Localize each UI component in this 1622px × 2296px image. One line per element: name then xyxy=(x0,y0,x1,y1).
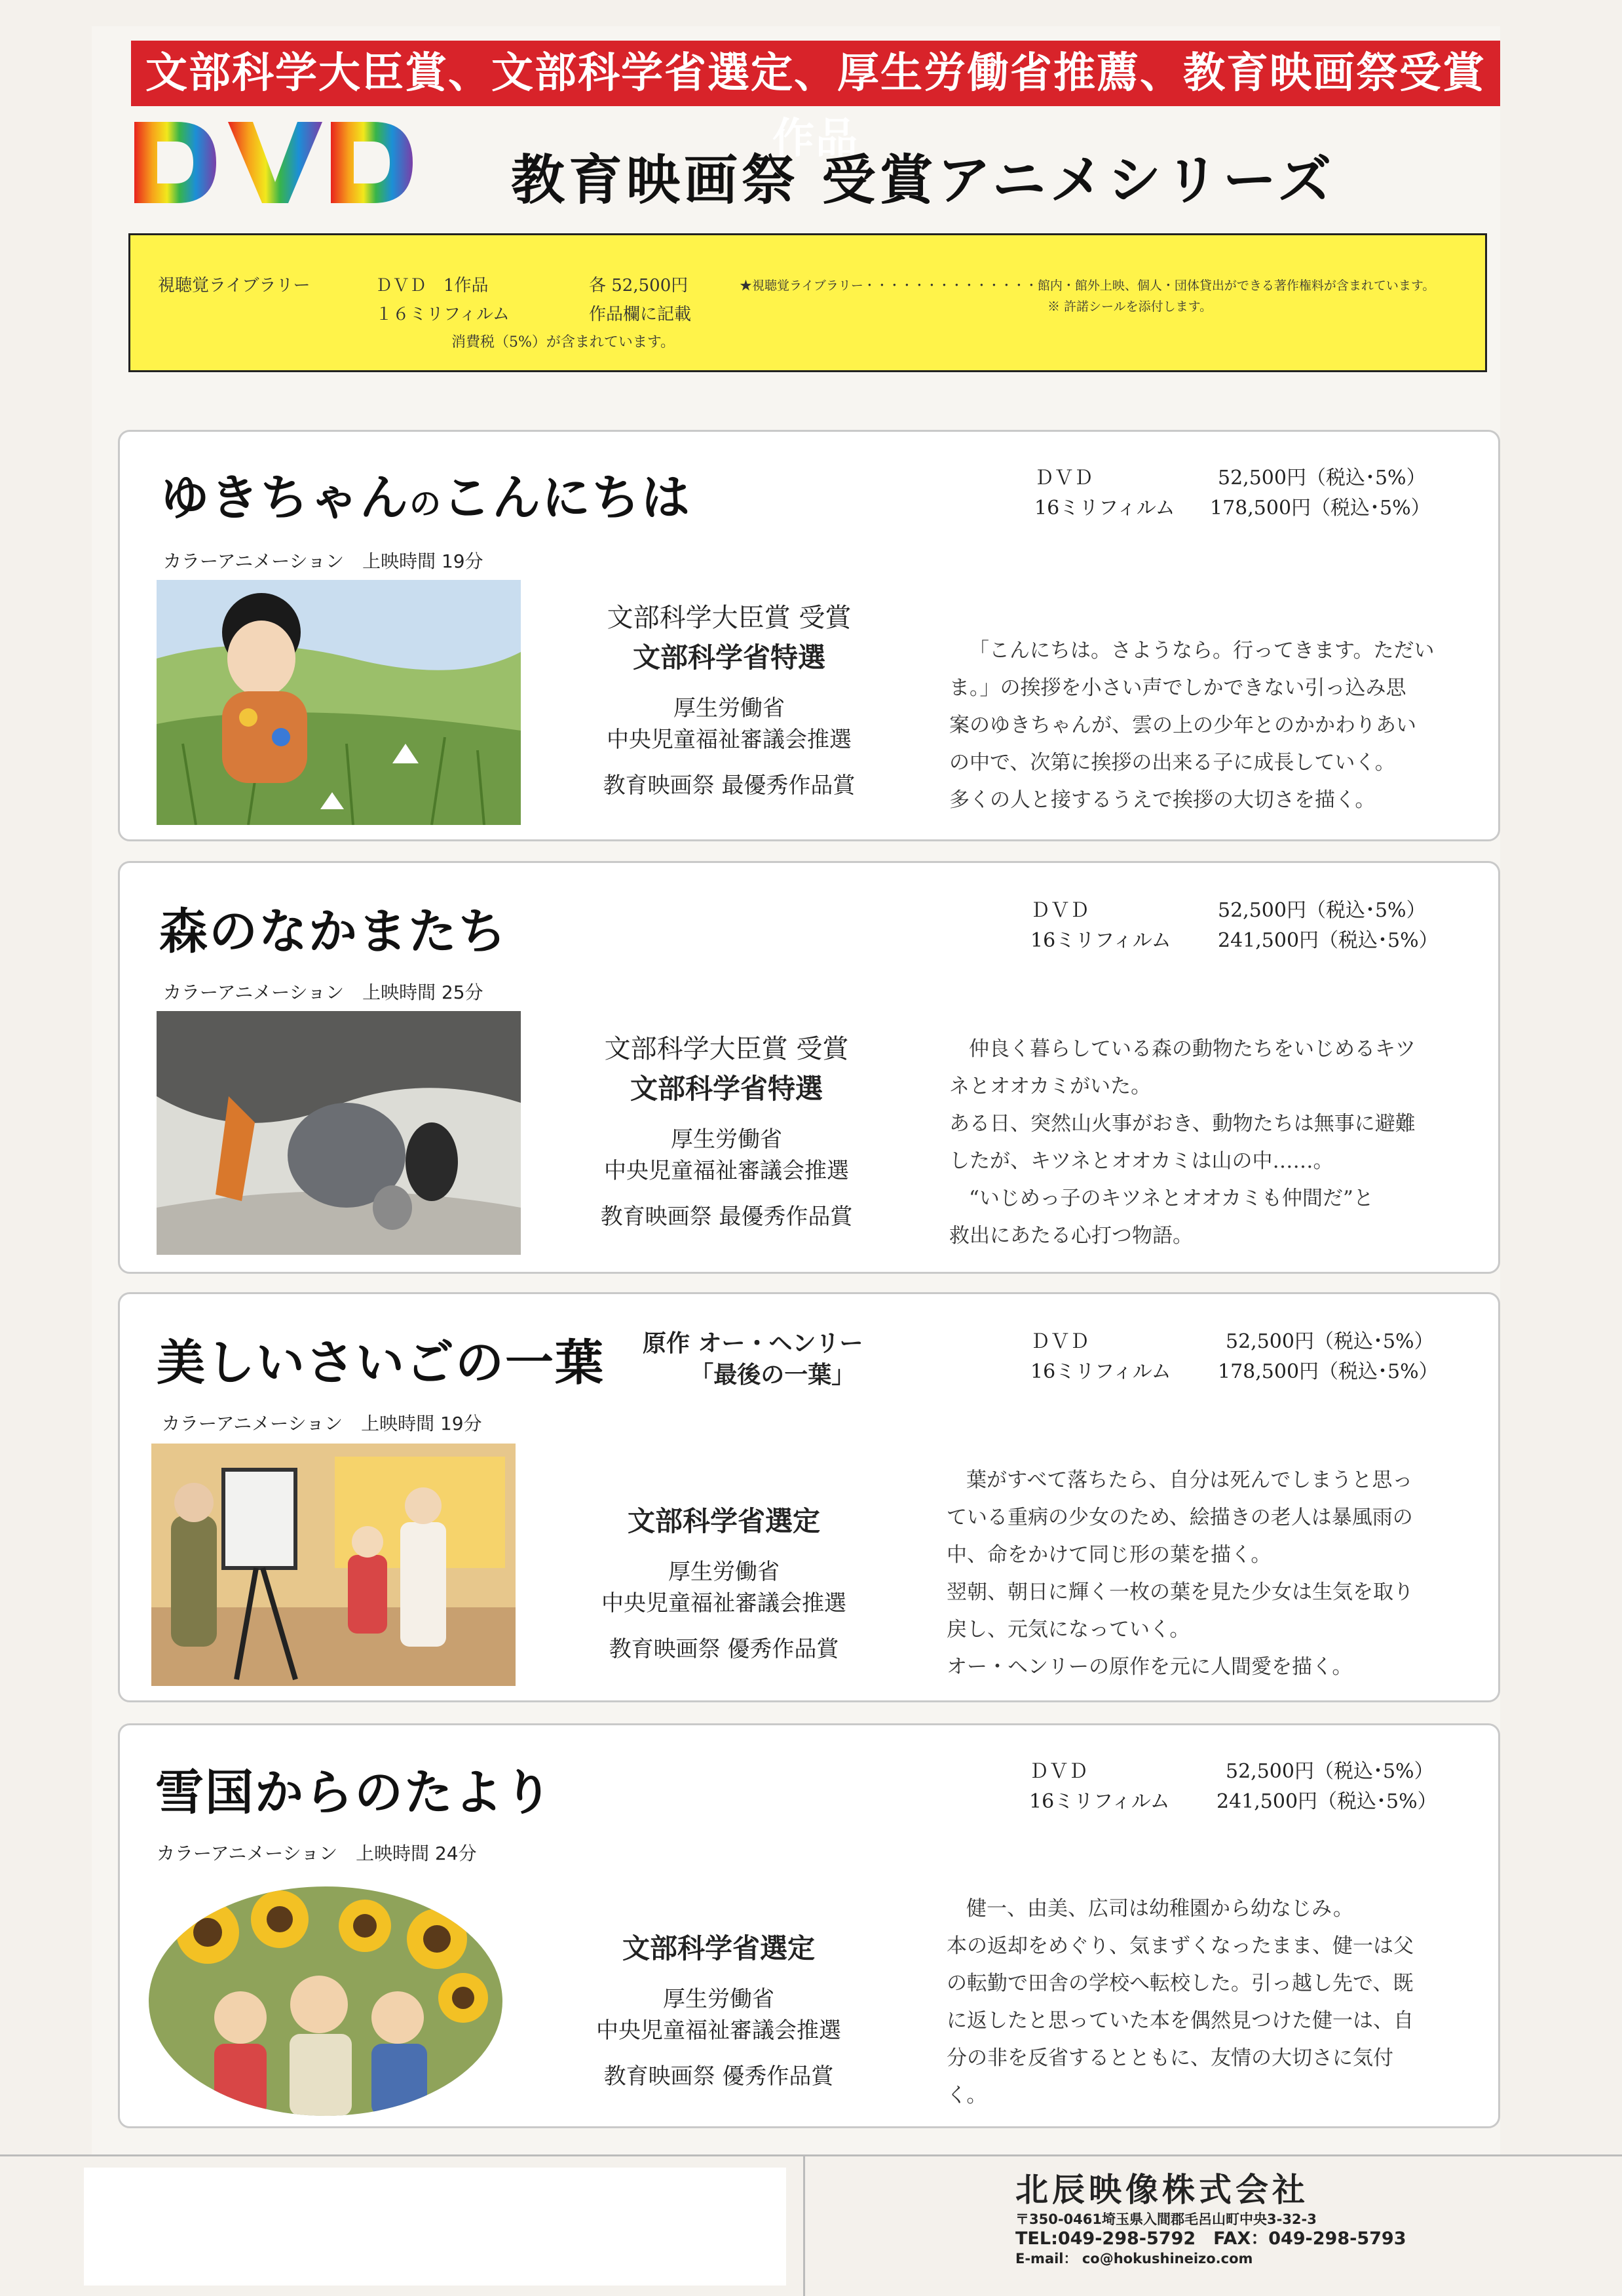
film-price: 178,500円（税込･5%） xyxy=(1210,497,1431,520)
price-block xyxy=(1030,896,1439,956)
synopsis-line: 案のゆきちゃんが、雲の上の少年とのかかわりあい xyxy=(949,714,1416,737)
dvd-price: 各 52,500円 xyxy=(589,276,688,296)
synopsis-line: 翌朝、朝日に輝く一枚の葉を見た少女は生気を取り xyxy=(947,1580,1414,1604)
company-email[interactable]: E-mail： co@hokushineizo.com xyxy=(1015,2251,1253,2267)
award-item: 中央児童福祉審議会推選 xyxy=(601,1590,846,1617)
synopsis-line: ネとオオカミがいた。 xyxy=(949,1075,1152,1098)
work-meta: カラーアニメーション 上映時間 24分 xyxy=(157,1843,477,1864)
award-item: 教育映画祭 優秀作品賞 xyxy=(603,2063,834,2090)
award-item: 厚生労働省 xyxy=(663,1986,774,2012)
dvd-label: ＤＶＤ xyxy=(1034,467,1093,489)
company-address: 〒350-0461埼玉県入間郡毛呂山町中央3-32-3 xyxy=(1015,2211,1317,2227)
film-label: 16ミリフィルム xyxy=(1034,497,1175,520)
dvd-price: 52,500円（税込･5%） xyxy=(1226,1330,1434,1353)
synopsis-line: 戻し、元気になっていく。 xyxy=(947,1618,1190,1641)
original-work xyxy=(643,1328,863,1391)
awards-list xyxy=(542,1928,896,2092)
synopsis-line: ある日、突然山火事がおき、動物たちは無事に避難 xyxy=(949,1112,1416,1136)
awards-list xyxy=(547,1501,901,1665)
film-label: １６ミリフィルム xyxy=(375,305,510,324)
film-label: 16ミリフィルム xyxy=(1030,1360,1171,1383)
synopsis-line: 中、命をかけて同じ形の葉を描く。 xyxy=(947,1543,1272,1567)
work-card-mori xyxy=(118,861,1500,1274)
company-name: 北辰映像株式会社 xyxy=(1015,2171,1309,2209)
award-item: 中央児童福祉審議会推選 xyxy=(604,1158,849,1184)
rights-note: ★視聴覚ライブラリー・・・・・・・・・・・・・・館内・館外上映、個人・団体貸出ができる著作権料が含まれています。 xyxy=(740,278,1435,293)
award-item: 厚生労働省 xyxy=(671,1126,782,1153)
award-item: 文部科学省特選 xyxy=(630,1073,823,1105)
original-label: 原作 オー・ヘンリー xyxy=(643,1330,863,1357)
synopsis-line: に返したと思っていた本を偶然見つけた健一は、自 xyxy=(947,2009,1414,2033)
synopsis-line: 多くの人と接するうえで挨拶の大切さを描く。 xyxy=(949,788,1376,812)
synopsis xyxy=(949,1031,1416,1255)
award-item: 教育映画祭 優秀作品賞 xyxy=(609,1636,839,1662)
dvd-price: 52,500円（税込･5%） xyxy=(1226,1760,1434,1783)
film-price: 241,500円（税込･5%） xyxy=(1216,1790,1437,1813)
synopsis-line: 葉がすべて落ちたら、自分は死んでしまうと思っ xyxy=(966,1468,1413,1492)
library-label: 視聴覚ライブラリー xyxy=(158,276,311,296)
work-meta: カラーアニメーション 上映時間 19分 xyxy=(162,1413,482,1434)
footer-divider xyxy=(0,2154,1622,2156)
award-item: 厚生労働省 xyxy=(668,1559,780,1585)
work-still-image xyxy=(149,1886,502,2116)
work-meta: カラーアニメーション 上映時間 25分 xyxy=(163,982,483,1003)
synopsis-line: の中で、次第に挨拶の出来る子に成長していく。 xyxy=(949,751,1395,775)
synopsis-line: ている重病の少女のため、絵描きの老人は暴風雨の xyxy=(947,1506,1413,1529)
award-item: 教育映画祭 最優秀作品賞 xyxy=(603,773,856,799)
synopsis-line: の転勤で田舎の学校へ転校した。引っ越し先で、既 xyxy=(947,1972,1414,1995)
award-item: 厚生労働省 xyxy=(673,695,785,721)
synopsis xyxy=(947,1890,1414,2114)
synopsis-line: 本の返却をめぐり、気まずくなったまま、健一は父 xyxy=(947,1934,1414,1958)
film-label: 16ミリフィルム xyxy=(1030,929,1171,952)
dvd-label: ＤＶＤ xyxy=(1029,1760,1088,1783)
dvd-label: ＤＶＤ xyxy=(1030,899,1089,922)
dvd-price: 52,500円（税込･5%） xyxy=(1218,899,1426,922)
work-card-yukiguni xyxy=(118,1723,1500,2128)
awards-list xyxy=(552,598,906,801)
synopsis-line: 分の非を反省するとともに、友情の大切さに気付 xyxy=(947,2046,1393,2070)
award-item: 中央児童福祉審議会推選 xyxy=(607,727,852,753)
work-card-ichiyo xyxy=(118,1292,1500,1702)
dvd-label: ＤＶＤ 1作品 xyxy=(375,276,489,296)
original-title: 「最後の一葉」 xyxy=(690,1362,856,1388)
synopsis-line: ま。」の挨拶を小さい声でしかできない引っ込み思 xyxy=(949,676,1406,700)
award-item: 文部科学省選定 xyxy=(627,1505,820,1537)
price-block xyxy=(1034,463,1431,524)
synopsis-line: 仲良く暮らしている森の動物たちをいじめるキツ xyxy=(969,1037,1416,1061)
film-label: 16ミリフィルム xyxy=(1029,1790,1170,1813)
work-title: ゆきちゃんのこんにちは xyxy=(160,470,692,526)
work-title: 雪国からのたより xyxy=(155,1765,554,1821)
synopsis-line: く。 xyxy=(947,2084,987,2107)
dvd-label: ＤＶＤ xyxy=(1030,1330,1089,1353)
work-title: 美しいさいごの一葉 xyxy=(157,1335,605,1391)
footer-vertical-divider xyxy=(803,2156,805,2296)
work-card-yukichan xyxy=(118,430,1500,841)
work-meta: カラーアニメーション 上映時間 19分 xyxy=(163,550,483,572)
tax-note: 消費税（5%）が含まれています。 xyxy=(451,334,675,351)
work-still-image xyxy=(157,1011,521,1255)
work-title: 森のなかまたち xyxy=(159,904,508,960)
synopsis-line: 「こんにちは。さようなら。行ってきます。ただい xyxy=(969,639,1435,662)
award-item: 文部科学省特選 xyxy=(632,641,825,674)
synopsis-line: 健一、由美、広司は幼稚園から幼なじみ。 xyxy=(966,1897,1353,1921)
seal-note: ※ 許諾シールを添付します。 xyxy=(1047,299,1213,314)
synopsis xyxy=(947,1462,1414,1686)
stamp-area xyxy=(84,2168,786,2286)
award-item: 文部科学大臣賞 受賞 xyxy=(604,1034,849,1064)
pricing-box xyxy=(128,233,1487,372)
price-block xyxy=(1030,1327,1439,1387)
award-item: 教育映画祭 最優秀作品賞 xyxy=(600,1204,853,1230)
dvd-logo xyxy=(131,117,419,208)
series-title: 教育映画祭 受賞アニメシリーズ xyxy=(511,149,1336,212)
film-price: 241,500円（税込･5%） xyxy=(1218,929,1439,952)
synopsis-line: したが、キツネとオオカミは山の中……。 xyxy=(949,1149,1334,1173)
synopsis xyxy=(949,632,1435,819)
price-block xyxy=(1029,1757,1437,1817)
synopsis-line: 救出にあたる心打つ物語。 xyxy=(949,1224,1193,1248)
award-banner: 文部科学大臣賞、文部科学省選定、厚生労働省推薦、教育映画祭受賞作品 xyxy=(131,41,1500,106)
company-tel-fax: TEL:049-298-5792 FAX：049-298-5793 xyxy=(1015,2229,1406,2249)
award-item: 文部科学大臣賞 受賞 xyxy=(607,603,852,633)
film-price: 作品欄に記載 xyxy=(589,305,692,324)
work-still-image xyxy=(157,580,521,825)
award-item: 中央児童福祉審議会推選 xyxy=(596,2018,841,2044)
dvd-price: 52,500円（税込･5%） xyxy=(1218,467,1426,489)
awards-list xyxy=(550,1029,903,1233)
award-item: 文部科学省選定 xyxy=(622,1932,815,1964)
film-price: 178,500円（税込･5%） xyxy=(1218,1360,1439,1383)
synopsis-line: “いじめっ子のキツネとオオカミも仲間だ”と xyxy=(969,1187,1374,1210)
synopsis-line: オー・ヘンリーの原作を元に人間愛を描く。 xyxy=(947,1655,1353,1679)
work-still-image xyxy=(151,1444,516,1686)
company-info xyxy=(1015,2170,1406,2268)
